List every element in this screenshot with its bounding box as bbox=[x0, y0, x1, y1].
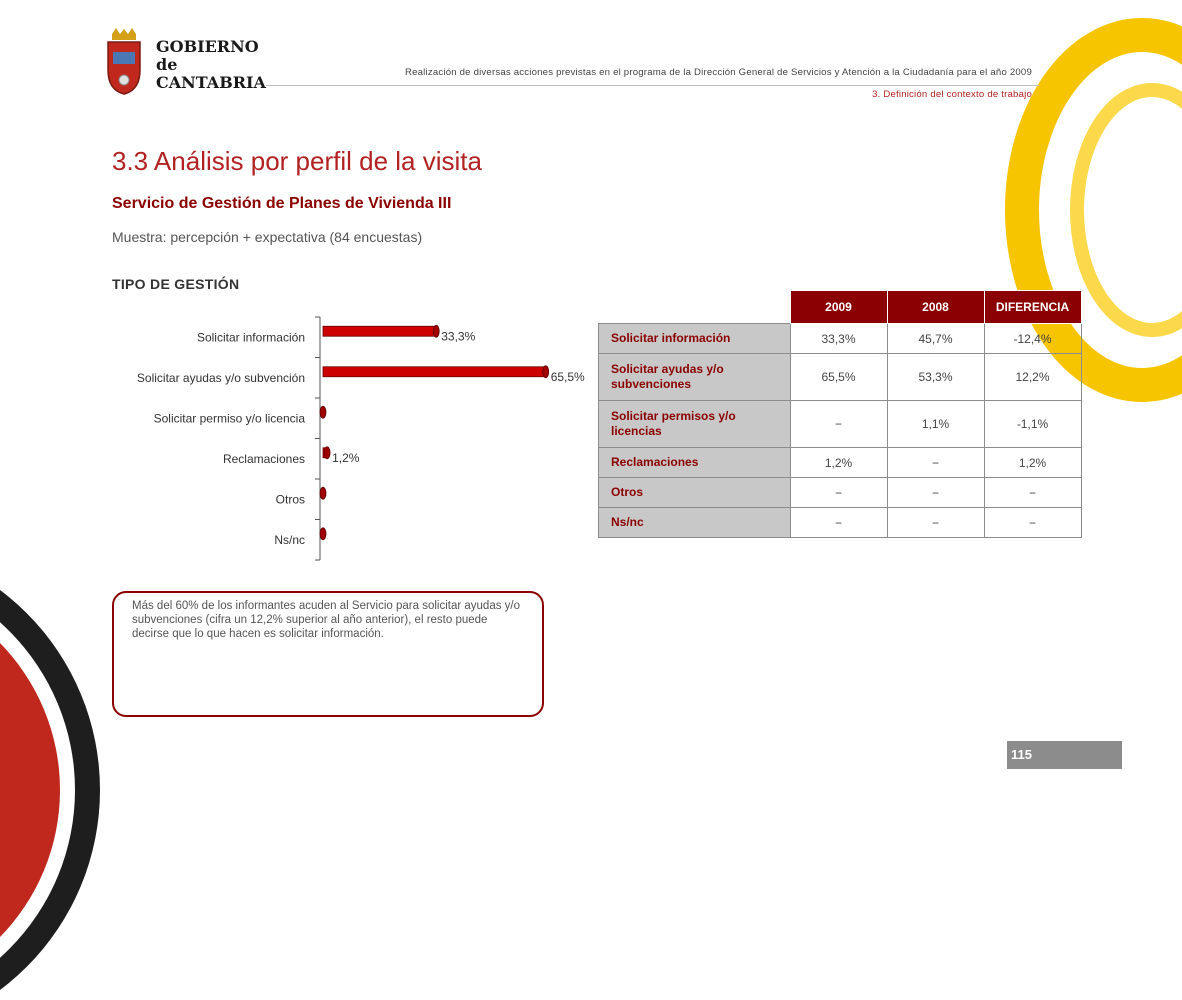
logo-text: GOBIERNO de CANTABRIA bbox=[156, 37, 266, 92]
table-cell: 45,7% bbox=[887, 324, 984, 354]
table-header-blank bbox=[599, 291, 791, 324]
header-title: Realización de diversas acciones previstas en el programa de la Dirección General de Servicios y Atención a la Ciudadanía para el año 2009 bbox=[404, 67, 1032, 78]
table-cell: − bbox=[887, 448, 984, 478]
page-subtitle: Servicio de Gestión de Planes de Vivienda III bbox=[112, 195, 452, 212]
category-label: Reclamaciones bbox=[222, 451, 305, 466]
table-cell: 1,2% bbox=[984, 448, 1081, 478]
table-cell: − bbox=[790, 401, 887, 448]
table-header-2009: 2009 bbox=[790, 291, 887, 324]
table-cell: − bbox=[790, 508, 887, 538]
table-header-2008: 2008 bbox=[887, 291, 984, 324]
category-label: Solicitar ayudas y/o subvención bbox=[136, 370, 305, 385]
table-row bbox=[599, 354, 1082, 401]
table-row-label: Reclamaciones bbox=[599, 448, 791, 478]
table-row bbox=[599, 478, 1082, 508]
table-cell: − bbox=[984, 508, 1081, 538]
table-row bbox=[599, 401, 1082, 448]
table-row-label: Solicitar información bbox=[599, 324, 791, 354]
bar bbox=[323, 326, 436, 336]
bar-cap bbox=[320, 406, 326, 418]
page-title: 3.3 Análisis por perfil de la visita bbox=[112, 146, 482, 176]
table-row bbox=[599, 508, 1082, 538]
table-cell: 12,2% bbox=[984, 354, 1081, 401]
comparison-table bbox=[598, 290, 1082, 538]
table-cell: − bbox=[887, 508, 984, 538]
table-cell: − bbox=[887, 478, 984, 508]
table-cell: -12,4% bbox=[984, 324, 1081, 354]
bar-cap bbox=[320, 528, 326, 540]
data-label: 33,3% bbox=[441, 329, 476, 344]
table-cell: − bbox=[984, 478, 1081, 508]
table-cell: 65,5% bbox=[790, 354, 887, 401]
header-divider bbox=[266, 85, 1039, 86]
page-number: 115 bbox=[1011, 747, 1032, 762]
gobierno-cantabria-logo bbox=[104, 28, 266, 98]
sample-description: Muestra: percepción + expectativa (84 encuestas) bbox=[112, 229, 423, 245]
table-cell: 53,3% bbox=[887, 354, 984, 401]
category-label: Solicitar información bbox=[196, 330, 305, 345]
decorative-circle-left bbox=[0, 480, 100, 1000]
bar-cap bbox=[543, 366, 549, 378]
table-cell: 1,2% bbox=[790, 448, 887, 478]
page-number-bar bbox=[1007, 741, 1122, 769]
data-label: 65,5% bbox=[550, 369, 585, 384]
category-label: Otros bbox=[275, 492, 305, 507]
data-label: 1,2% bbox=[332, 450, 360, 465]
category-label: Solicitar permiso y/o licencia bbox=[153, 411, 305, 426]
table-row-label: Ns/nc bbox=[599, 508, 791, 538]
table-cell: − bbox=[790, 478, 887, 508]
table-header-diferencia: DIFERENCIA bbox=[984, 291, 1081, 324]
header-section: 3. Definición del contexto de trabajo bbox=[872, 89, 1032, 100]
table-row-label: Solicitar permisos y/o licencias bbox=[599, 401, 791, 448]
conclusion-box bbox=[112, 591, 544, 717]
bar-cap bbox=[433, 325, 439, 337]
table-cell: 1,1% bbox=[887, 401, 984, 448]
coat-of-arms-icon bbox=[104, 28, 144, 96]
chart-title: TIPO DE GESTIÓN bbox=[112, 276, 240, 292]
bar bbox=[323, 367, 546, 377]
table-row-label: Solicitar ayudas y/o subvenciones bbox=[599, 354, 791, 401]
table-row bbox=[599, 324, 1082, 354]
table-row-label: Otros bbox=[599, 478, 791, 508]
table-cell: 33,3% bbox=[790, 324, 887, 354]
bar-cap bbox=[324, 447, 330, 459]
conclusion-text: Más del 60% de los informantes acuden al Servicio para solicitar ayudas y/o subvenciones (cifra un 12,2% superior al año anterior), el resto puede decirse que lo que hacen es solicitar información. bbox=[132, 600, 521, 640]
table-cell: -1,1% bbox=[984, 401, 1081, 448]
bar-chart bbox=[100, 305, 585, 570]
bar-cap bbox=[320, 487, 326, 499]
category-label: Ns/nc bbox=[274, 532, 305, 547]
table-row bbox=[599, 448, 1082, 478]
table-header-row bbox=[599, 291, 1082, 324]
